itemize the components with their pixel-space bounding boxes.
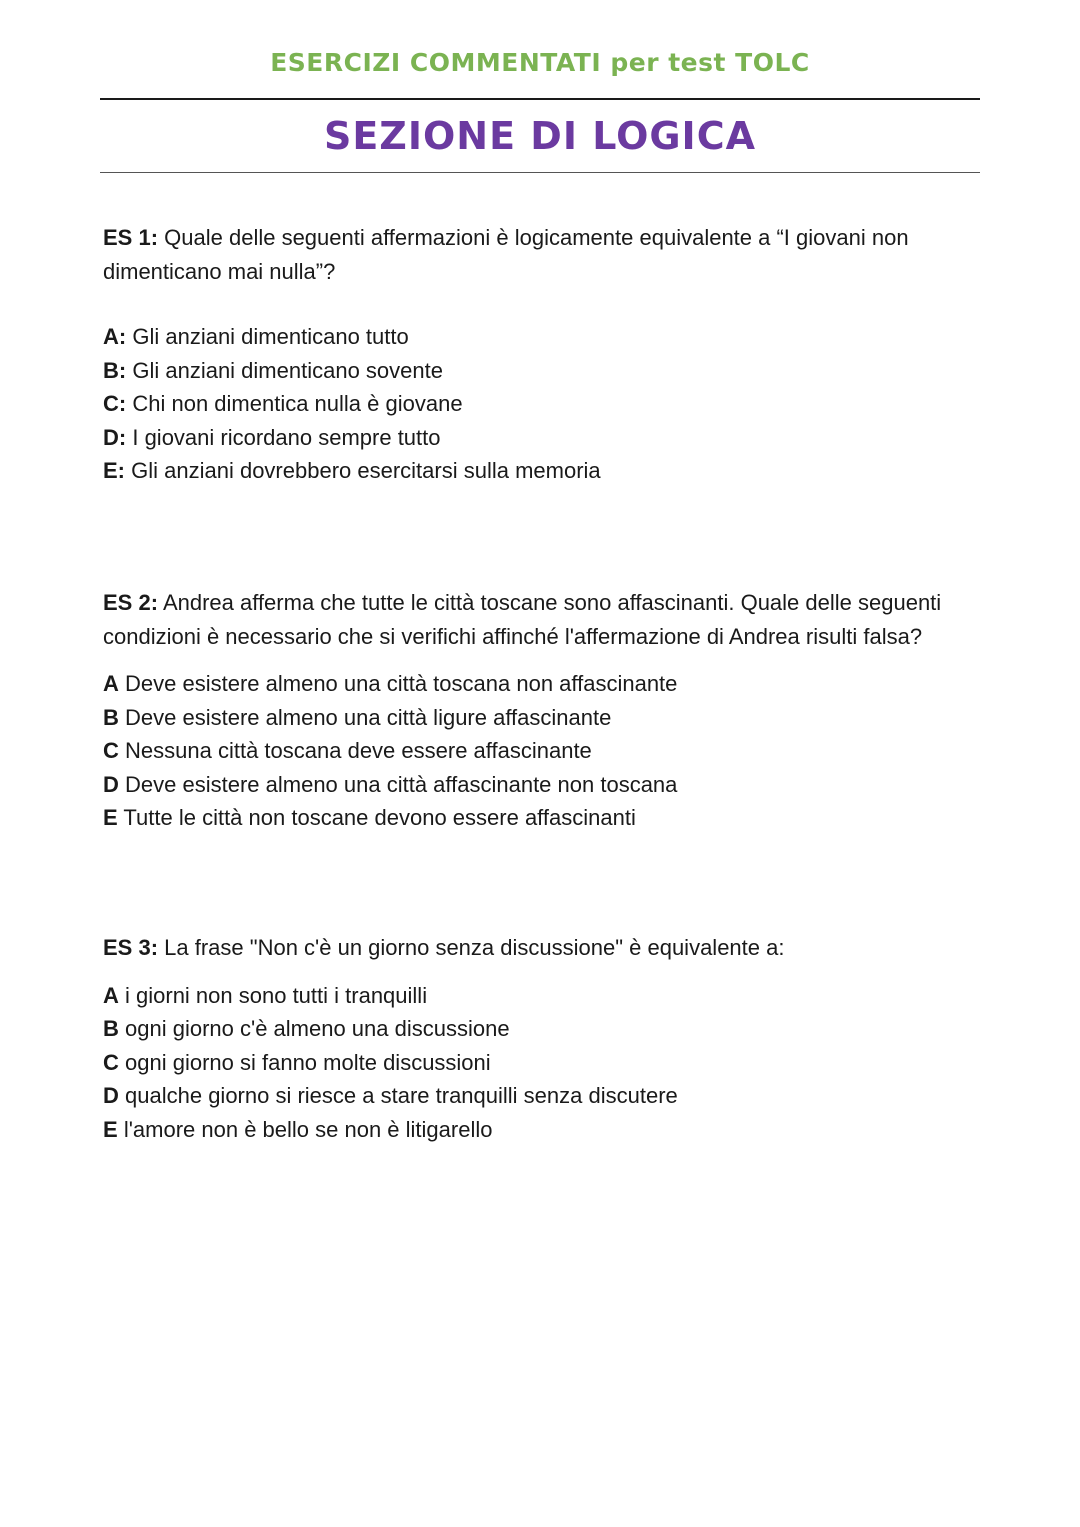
- option-letter: C: [103, 1049, 119, 1075]
- option-d: [103, 421, 973, 455]
- option-letter: E: [103, 805, 118, 830]
- option-letter: B: [103, 704, 119, 730]
- exercise-label: ES 3:: [103, 935, 159, 960]
- header-divider: [100, 98, 980, 100]
- options-list: [103, 667, 973, 835]
- exercise-question: [103, 221, 973, 288]
- option-text: ogni giorno c'è almeno una discussione: [125, 1016, 510, 1041]
- option-text: Tutte le città non toscane devono essere affascinanti: [123, 805, 636, 830]
- option-letter: A: [103, 982, 119, 1008]
- question-text: La frase "Non c'è un giorno senza discussione" è equivalente a:: [164, 935, 785, 960]
- option-letter: D: [103, 1083, 119, 1108]
- exercise-1: [103, 221, 973, 488]
- question-text: Andrea afferma che tutte le città toscane sono affascinanti. Quale delle seguenti condizioni è necessario che si verifichi affinché l'affermazione di Andrea risulti falsa?: [103, 590, 942, 649]
- option-a: [103, 979, 973, 1013]
- option-letter: C:: [103, 391, 127, 416]
- option-letter: E: [103, 1116, 118, 1142]
- exercise-2: [103, 586, 973, 835]
- option-letter: A: [103, 671, 119, 696]
- option-d: [103, 1079, 973, 1113]
- option-text: Gli anziani dimenticano sovente: [132, 357, 443, 383]
- option-text: l'amore non è bello se non è litigarello: [123, 1116, 493, 1142]
- option-text: I giovani ricordano sempre tutto: [132, 424, 441, 450]
- options-list: [103, 979, 973, 1147]
- exercise-3: [103, 931, 973, 1146]
- question-text: Quale delle seguenti affermazioni è logicamente equivalente a “I giovani non dimenticano mai nulla”?: [103, 225, 909, 284]
- option-d: [103, 768, 973, 802]
- option-b: [103, 354, 973, 388]
- option-a: [103, 667, 973, 701]
- option-letter: E:: [103, 458, 125, 483]
- option-letter: D:: [103, 424, 127, 450]
- option-text: Nessuna città toscana deve essere affascinante: [125, 738, 592, 763]
- option-e: [103, 1113, 973, 1147]
- option-text: Deve esistere almeno una città affascinante non toscana: [125, 771, 678, 797]
- option-b: [103, 1012, 973, 1046]
- option-text: Deve esistere almeno una città toscana non affascinante: [125, 671, 678, 696]
- option-text: i giorni non sono tutti i tranquilli: [125, 982, 428, 1008]
- option-letter: D: [103, 771, 119, 797]
- option-text: Gli anziani dovrebbero esercitarsi sulla memoria: [131, 458, 601, 483]
- option-a: [103, 320, 973, 354]
- option-letter: B:: [103, 357, 127, 383]
- exercise-question: [103, 586, 973, 653]
- option-letter: A:: [103, 324, 127, 349]
- option-c: [103, 734, 973, 768]
- document-header-title: ESERCIZI COMMENTATI per test TOLC: [270, 48, 810, 77]
- option-text: Chi non dimentica nulla è giovane: [132, 391, 463, 416]
- option-text: Deve esistere almeno una città ligure affascinante: [125, 704, 612, 730]
- option-c: [103, 387, 973, 421]
- option-letter: C: [103, 738, 119, 763]
- option-text: ogni giorno si fanno molte discussioni: [125, 1049, 491, 1075]
- option-c: [103, 1046, 973, 1080]
- option-text: Gli anziani dimenticano tutto: [132, 324, 409, 349]
- section-title: SEZIONE DI LOGICA: [323, 114, 756, 158]
- option-e: [103, 801, 973, 835]
- exercise-label: ES 2:: [103, 590, 159, 615]
- option-b: [103, 701, 973, 735]
- exercise-question: [103, 931, 973, 965]
- section-divider: [100, 172, 980, 173]
- option-text: qualche giorno si riesce a stare tranquilli senza discutere: [125, 1083, 678, 1108]
- options-list: [103, 320, 973, 488]
- option-letter: B: [103, 1016, 119, 1041]
- option-e: [103, 454, 973, 488]
- exercise-label: ES 1:: [103, 225, 159, 250]
